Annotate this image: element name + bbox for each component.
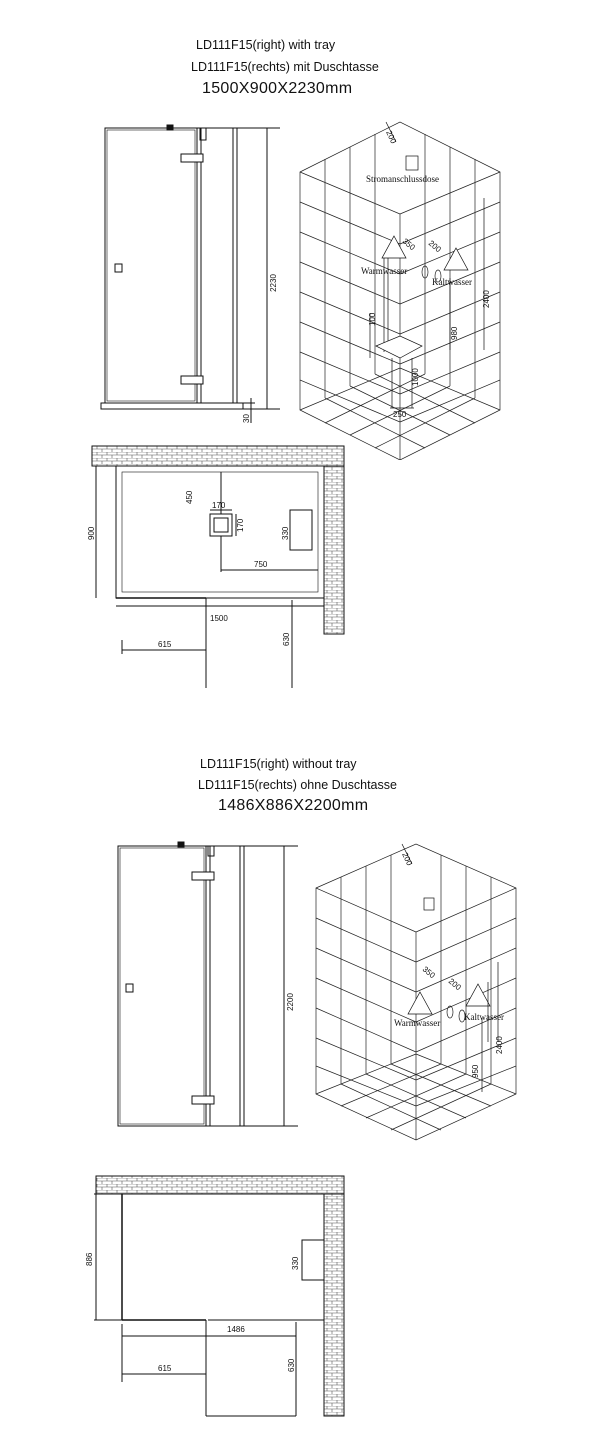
- title-de: LD111F15(rechts) ohne Duschtasse: [198, 778, 397, 792]
- plan-depth: 886: [85, 1252, 94, 1266]
- wall-corner-drawing: [312, 842, 526, 1144]
- height-980: 980: [450, 326, 459, 340]
- dim-200: 200: [426, 238, 443, 255]
- front-elevation-drawing: [95, 118, 285, 438]
- title-en: LD111F15(right) without tray: [200, 757, 357, 771]
- power-box-label: Stromanschlussdose: [366, 174, 439, 184]
- height-100: 100: [368, 312, 377, 326]
- plan-750: 750: [254, 560, 268, 569]
- wall-top-offset: 200: [400, 851, 414, 867]
- front-elevation-drawing: [108, 834, 308, 1134]
- dim-350: 350: [420, 964, 437, 981]
- warm-water-label: Warmwasser: [394, 1018, 441, 1028]
- plan-450: 450: [185, 490, 194, 504]
- wall-corner-drawing: [296, 118, 506, 460]
- elevation-tray: 30: [242, 414, 251, 423]
- elevation-height: 2230: [269, 274, 278, 292]
- floor-plan-drawing: [82, 440, 352, 690]
- height-2400: 2400: [482, 290, 491, 308]
- plan-630: 630: [282, 632, 291, 646]
- dim-350: 350: [400, 236, 417, 253]
- plan-170a: 170: [212, 501, 226, 510]
- title-en: LD111F15(right) with tray: [196, 38, 336, 52]
- plan-330: 330: [291, 1256, 300, 1270]
- plan-330: 330: [281, 526, 290, 540]
- wall-top-offset: 200: [384, 129, 398, 145]
- plan-615: 615: [158, 640, 172, 649]
- width-250: 250: [393, 410, 407, 419]
- cold-water-label: Kaltwasser: [464, 1012, 504, 1022]
- height-2400: 2400: [495, 1036, 504, 1054]
- cold-water-label: Kaltwasser: [432, 277, 472, 287]
- plan-170b: 170: [236, 518, 245, 532]
- floor-plan-drawing: [82, 1172, 352, 1422]
- title-size: 1500X900X2230mm: [202, 80, 353, 97]
- title-size: 1486X886X2200mm: [218, 797, 369, 814]
- plan-630: 630: [287, 1358, 296, 1372]
- height-950: 950: [471, 1064, 480, 1078]
- plan-depth: 900: [87, 526, 96, 540]
- plan-615: 615: [158, 1364, 172, 1373]
- plan-width: 1500: [210, 614, 228, 623]
- title-de: LD111F15(rechts) mit Duschtasse: [191, 60, 379, 74]
- plan-width: 1486: [227, 1325, 245, 1334]
- section-without-tray: [0, 720, 600, 1440]
- elevation-height: 2200: [286, 993, 295, 1011]
- warm-water-label: Warmwasser: [361, 266, 408, 276]
- height-1000: 1000: [411, 368, 420, 386]
- dim-200: 200: [446, 976, 463, 993]
